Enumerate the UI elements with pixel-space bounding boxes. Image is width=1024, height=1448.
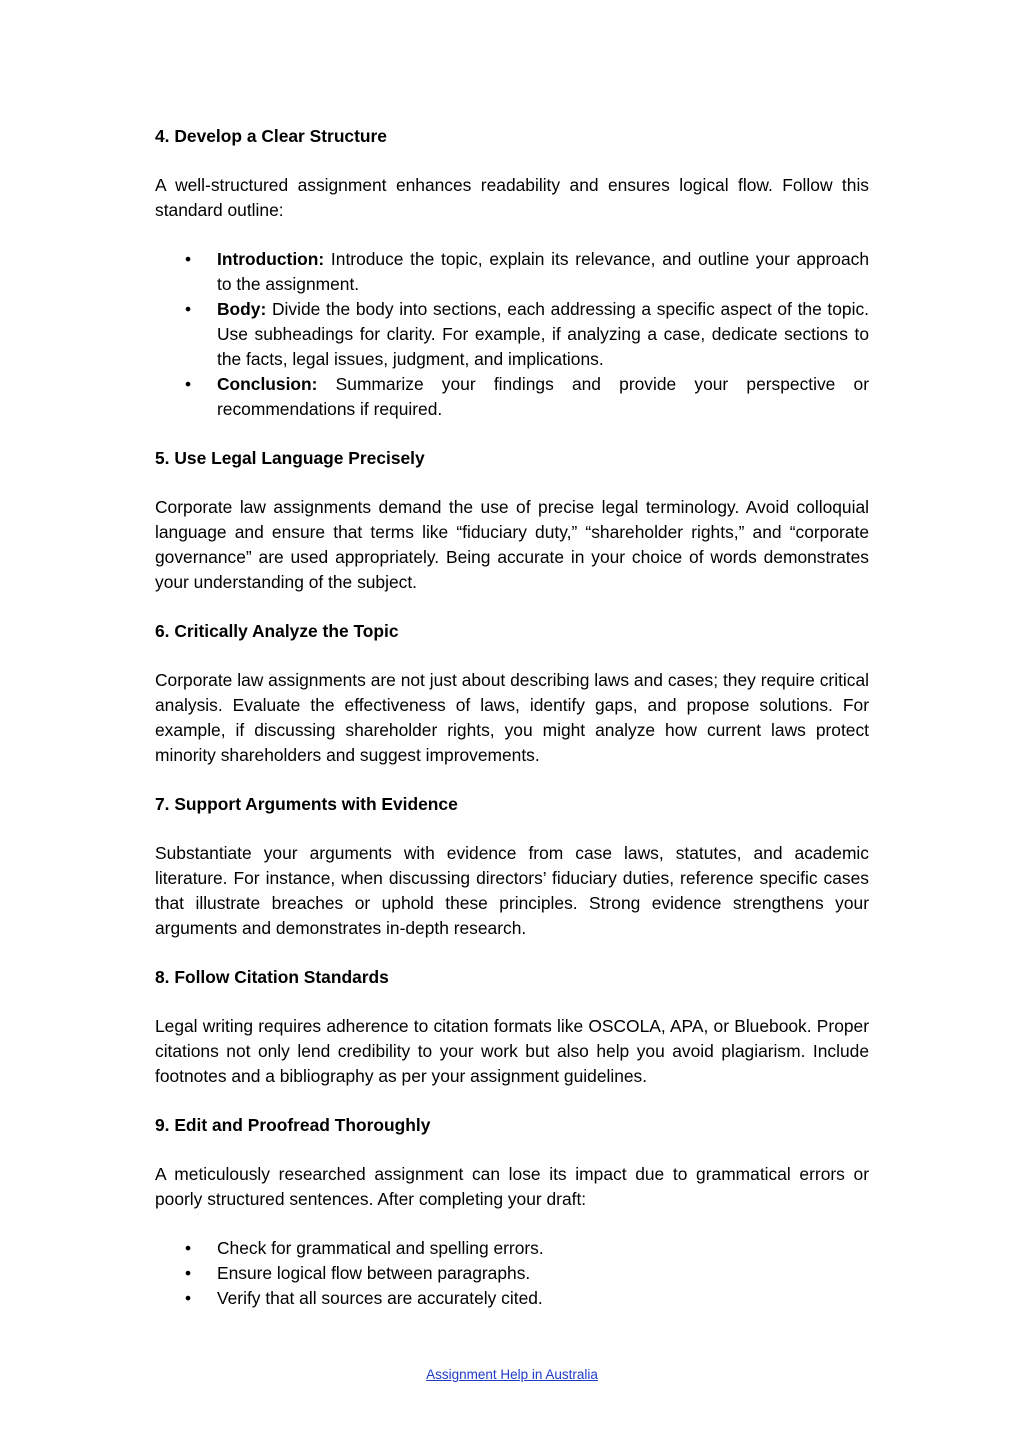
proofread-checklist [155,1236,869,1311]
list-item-conclusion [185,372,869,422]
list-item-body [185,297,869,372]
list-item [185,1261,869,1286]
bullet-icon: • [185,1238,192,1258]
list-item-term: Conclusion: [217,374,318,394]
outline-list [155,247,869,422]
section-body-citation: Legal writing requires adherence to citation formats like OSCOLA, APA, or Bluebook. Proper citations not only lend credibility to your work but also help you avoid plagiarism. Include footnotes and a bibliography as per your assignment guidelines. [155,1016,869,1086]
section-heading-legal-language: 5. Use Legal Language Precisely [155,448,425,468]
section-heading-evidence: 7. Support Arguments with Evidence [155,794,458,814]
list-item-text: Divide the body into sections, each addressing a specific aspect of the topic. Use subheadings for clarity. For example, if analyzing a case, dedicate sections to the facts, legal issues, judgment, and implications. [217,299,869,369]
bullet-icon: • [185,299,192,319]
list-item [185,1286,869,1311]
section-intro-develop-structure: A well-structured assignment enhances readability and ensures logical flow. Follow this standard outline: [155,175,869,220]
document-body [155,124,869,1311]
list-item-text: Summarize your findings and provide your perspective or recommendations if required. [217,374,869,419]
section-intro-proofread: A meticulously researched assignment can lose its impact due to grammatical errors or poorly structured sentences. After completing your draft: [155,1164,869,1209]
list-item-text: Ensure logical flow between paragraphs. [217,1263,531,1283]
list-item-term: Introduction: [217,249,325,269]
footer-link[interactable]: Assignment Help in Australia [426,1367,598,1382]
bullet-icon: • [185,1263,192,1283]
bullet-icon: • [185,1288,192,1308]
section-body-legal-language: Corporate law assignments demand the use of precise legal terminology. Avoid colloquial language and ensure that terms like “fiduciary duty,” “shareholder rights,” and “corporate governance” are used appropriately. Being accurate in your choice of words demonstrates your understanding of the subject. [155,497,869,592]
list-item-text: Introduce the topic, explain its relevance, and outline your approach to the assignment. [217,249,869,294]
list-item-text: Verify that all sources are accurately cited. [217,1288,543,1308]
bullet-icon: • [185,249,192,269]
section-heading-critical-analysis: 6. Critically Analyze the Topic [155,621,399,641]
list-item [185,1236,869,1261]
section-body-critical-analysis: Corporate law assignments are not just about describing laws and cases; they require critical analysis. Evaluate the effectiveness of laws, identify gaps, and propose solutions. For example, if discussing shareholder rights, you might analyze how current laws protect minority shareholders and suggest improvements. [155,670,869,765]
section-body-evidence: Substantiate your arguments with evidence from case laws, statutes, and academic literature. For instance, when discussing directors’ fiduciary duties, reference specific cases that illustrate breaches or uphold these principles. Strong evidence strengthens your arguments and demonstrates in-depth research. [155,843,869,938]
page-footer [0,1367,1024,1382]
list-item-introduction [185,247,869,297]
section-heading-citation: 8. Follow Citation Standards [155,967,389,987]
section-heading-develop-structure: 4. Develop a Clear Structure [155,126,387,146]
section-heading-proofread: 9. Edit and Proofread Thoroughly [155,1115,431,1135]
list-item-term: Body: [217,299,267,319]
bullet-icon: • [185,374,192,394]
list-item-text: Check for grammatical and spelling errors. [217,1238,544,1258]
